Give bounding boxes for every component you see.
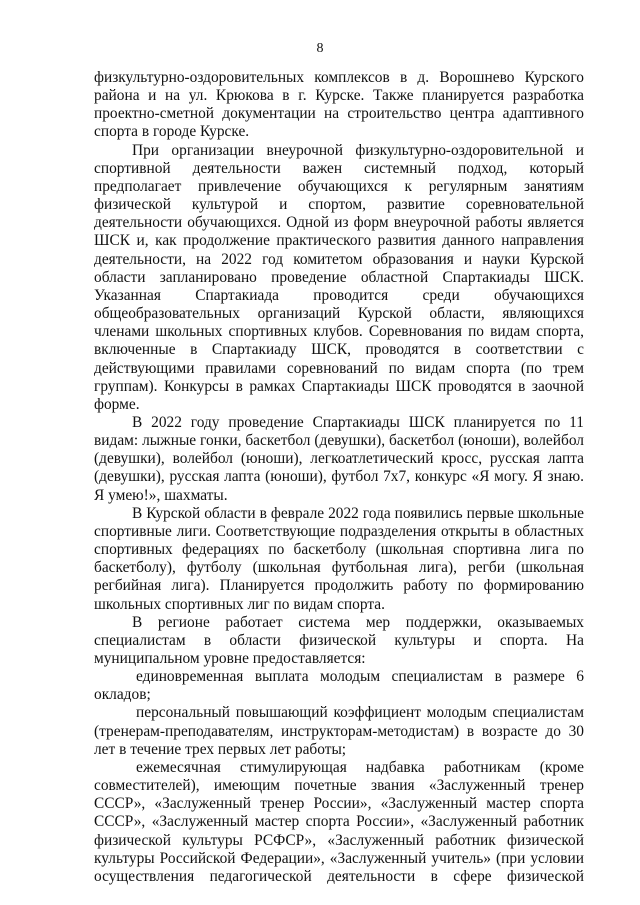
paragraph-school-leagues: В Курской области в феврале 2022 года появились первые школьные спортивные лиги. Соответствующие подразделения открыты в областных спортивных федерациях по баскетболу (школьная спортивна лига по баскетболу), футболу (школьная футбольная лига), регби (школьная регбийная лига). Планируется продолжить работу по формированию школьных спортивных лиг по видам спорта. bbox=[94, 504, 584, 613]
page-number: 8 bbox=[316, 41, 324, 56]
document-body bbox=[94, 69, 584, 886]
paragraph-sport-facilities: физкультурно-оздоровительных комплексов в д. Ворошнево Курского района и на ул. Крюкова в г. Курске. Также планируется разработка проектно-сметной документации на строительство центра адаптивного спорта в городе Курске. bbox=[94, 69, 584, 141]
list-item-monthly-allowance: ежемесячная стимулирующая надбавка работникам (кроме совместителей), имеющим почетные звания «Заслуженный тренер СССР», «Заслуженный тренер России», «Заслуженный мастер спорта СССР», «Заслуженный мастер спорта России», «Заслуженный работник физической культуры РСФСР», «Заслуженный работник физической культуры Российской Федерации», «Заслуженный учитель» (при условии осуществления педагогической деятельности в сфере физической bbox=[94, 758, 584, 885]
list-item-lump-sum-payment: единовременная выплата молодым специалистам в размере 6 окладов; bbox=[94, 668, 584, 704]
paragraph-support-measures: В регионе работает система мер поддержки, оказываемых специалистам в области физической культуры и спорта. На муниципальном уровне предоставляется: bbox=[94, 613, 584, 667]
list-item-personal-coefficient: персональный повышающий коэффициент молодым специалистам (тренерам-преподавателям, инструкторам-методистам) в возрасте до 30 лет в течение трех первых лет работы; bbox=[94, 704, 584, 758]
paragraph-spartakiad-sports: В 2022 году проведение Спартакиады ШСК планируется по 11 видам: лыжные гонки, баскетбол (девушки), баскетбол (юноши), волейбол (девушки), волейбол (юноши), легкоатлетический кросс, русская лапта (девушки), русская лапта (юноши), футбол 7х7, конкурс «Я могу. Я знаю. Я умею!», шахматы. bbox=[94, 413, 584, 504]
paragraph-extracurricular-activities: При организации внеурочной физкультурно-оздоровительной и спортивной деятельности важен системный подход, который предполагает привлечение обучающихся к регулярным занятиям физической культурой и спортом, развитие соревновательной деятельности обучающихся. Одной из форм внеурочной работы является ШСК и, как продолжение практического развития данного направления деятельности, на 2022 год комитетом образования и науки Курской области запланировано проведение областной Спартакиады ШСК. Указанная Спартакиада проводится среди обучающихся общеобразовательных организаций Курской области, являющихся членами школьных спортивных клубов. Соревнования по видам спорта, включенные в Спартакиаду ШСК, проводятся в соответствии с действующими правилами соревнований по видам спорта (по трем группам). Конкурсы в рамках Спартакиады ШСК проводятся в заочной форме. bbox=[94, 141, 584, 413]
